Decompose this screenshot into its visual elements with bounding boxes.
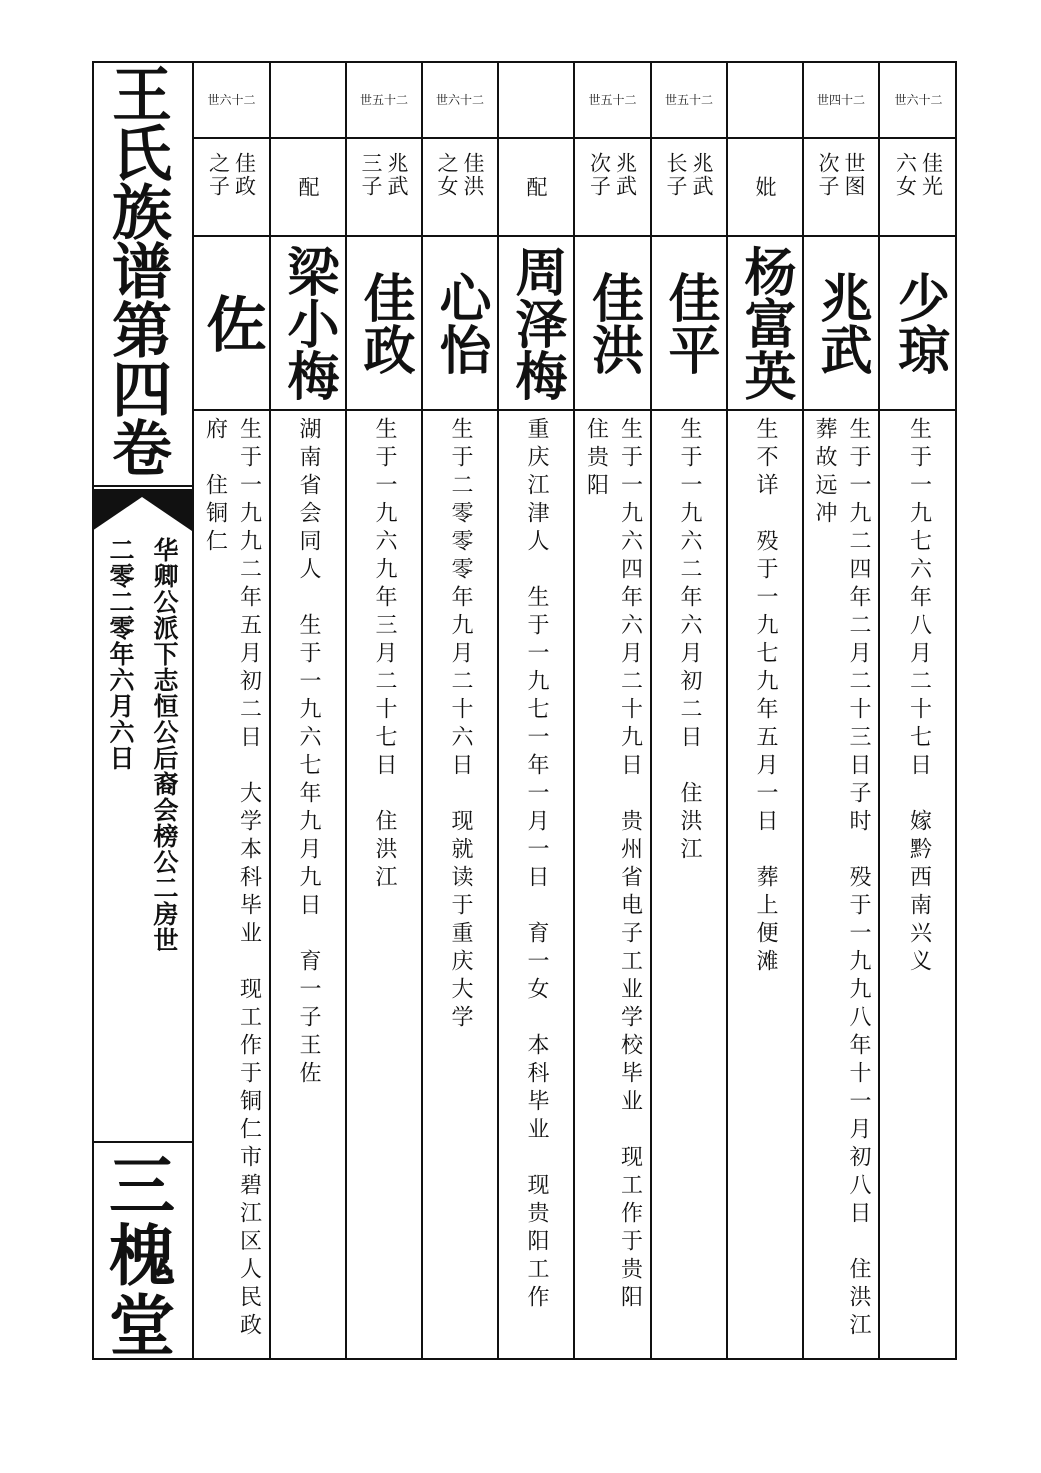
divider: [92, 485, 192, 487]
relation-label: 兆武 三子: [359, 152, 409, 198]
fish-tail-ornament: [92, 489, 192, 531]
book-spine: [92, 61, 194, 1365]
member-bio: 生于一九六九年三月二十七日 住洪江: [372, 417, 397, 893]
relation-label: 妣: [753, 175, 777, 199]
member-name: 佐: [196, 293, 267, 353]
title-char: 谱: [112, 238, 172, 308]
title-char: 王: [112, 61, 172, 131]
member-column: [423, 61, 499, 1360]
generation-label: [271, 61, 345, 139]
relation-label: 佳政 之子: [206, 152, 257, 198]
relation-label: 兆武 长子: [664, 152, 714, 198]
book-title: [92, 61, 192, 485]
generation-label: 世六十二: [194, 61, 269, 139]
generation-label: 世五十二: [347, 61, 421, 139]
member-column: [575, 61, 652, 1360]
relation-label: 佳光 六女: [893, 152, 944, 198]
member-name: 心怡: [430, 271, 491, 375]
title-char: 四: [112, 356, 172, 426]
member-column: [271, 61, 347, 1360]
member-column: [804, 61, 880, 1360]
member-name: 佳政: [354, 271, 415, 375]
member-column: [880, 61, 957, 1360]
compile-date: 二零二零年六月六日: [106, 537, 135, 771]
member-name: 佳平: [659, 271, 720, 375]
member-bio: 生不详 殁于一九七九年五月一日 葬上便滩: [753, 417, 778, 977]
relation-label: 佳洪 之女: [435, 152, 485, 198]
generation-label: 世四十二: [804, 61, 878, 139]
title-char: 卷: [112, 415, 172, 485]
relation-label: 配: [296, 175, 320, 199]
member-bio: 湖南省会同人 生于一九六七年九月九日 育一子王佐: [296, 417, 321, 1089]
member-name: 兆武: [811, 271, 872, 375]
hall-char: 堂: [109, 1287, 175, 1365]
title-char: 族: [112, 179, 172, 249]
member-column: [728, 61, 804, 1360]
generation-label: 世六十二: [880, 61, 957, 139]
hall-char: 三: [109, 1147, 175, 1225]
title-char: 第: [112, 297, 172, 367]
member-bio: 生于一九九二年五月初二日 大学本科毕业 现工作于铜仁市碧江区人民政 府 住铜仁: [202, 417, 262, 1341]
generation-label: 世五十二: [575, 61, 650, 139]
generation-label: 世六十二: [423, 61, 497, 139]
member-name: 梁小梅: [278, 245, 339, 401]
member-bio: 生于一九六四年六月二十九日 贵州省电子工业学校毕业 现工作于贵阳 住贵阳: [583, 417, 643, 1313]
relation-label: 世图 次子: [816, 152, 866, 198]
member-name: 周泽梅: [506, 245, 567, 401]
divider: [92, 1141, 192, 1143]
member-column: [499, 61, 575, 1360]
relation-label: 配: [524, 175, 548, 199]
relation-label: 兆武 次子: [587, 152, 638, 198]
member-bio: 生于二零零零年九月二十六日 现就读于重庆大学: [448, 417, 473, 1033]
member-column: [652, 61, 728, 1360]
member-column: [347, 61, 423, 1360]
generation-label: 世五十二: [652, 61, 726, 139]
generation-label: [499, 61, 573, 139]
member-bio: 重庆江津人 生于一九七一年一月一日 育一女 本科毕业 现贵阳工作: [524, 417, 549, 1313]
member-bio: 生于一九二四年二月二十三日子时 殁于一九九八年十一月初八日 住洪江 葬故远冲: [812, 417, 871, 1341]
member-name: 佳洪: [582, 271, 644, 375]
member-bio: 生于一九七六年八月二十七日 嫁黔西南兴义: [906, 417, 932, 977]
title-char: 氏: [112, 120, 172, 190]
member-bio: 生于一九六二年六月初二日 住洪江: [677, 417, 702, 865]
hall-name: [92, 1147, 192, 1365]
hall-char: 槐: [109, 1217, 175, 1295]
member-name: 杨富英: [735, 245, 796, 401]
member-column: [194, 61, 271, 1360]
member-name: 少琼: [888, 271, 950, 375]
generation-label: [728, 61, 802, 139]
branch-lineage: 华卿公派下志恒公后裔会榜公二房世: [150, 537, 179, 953]
